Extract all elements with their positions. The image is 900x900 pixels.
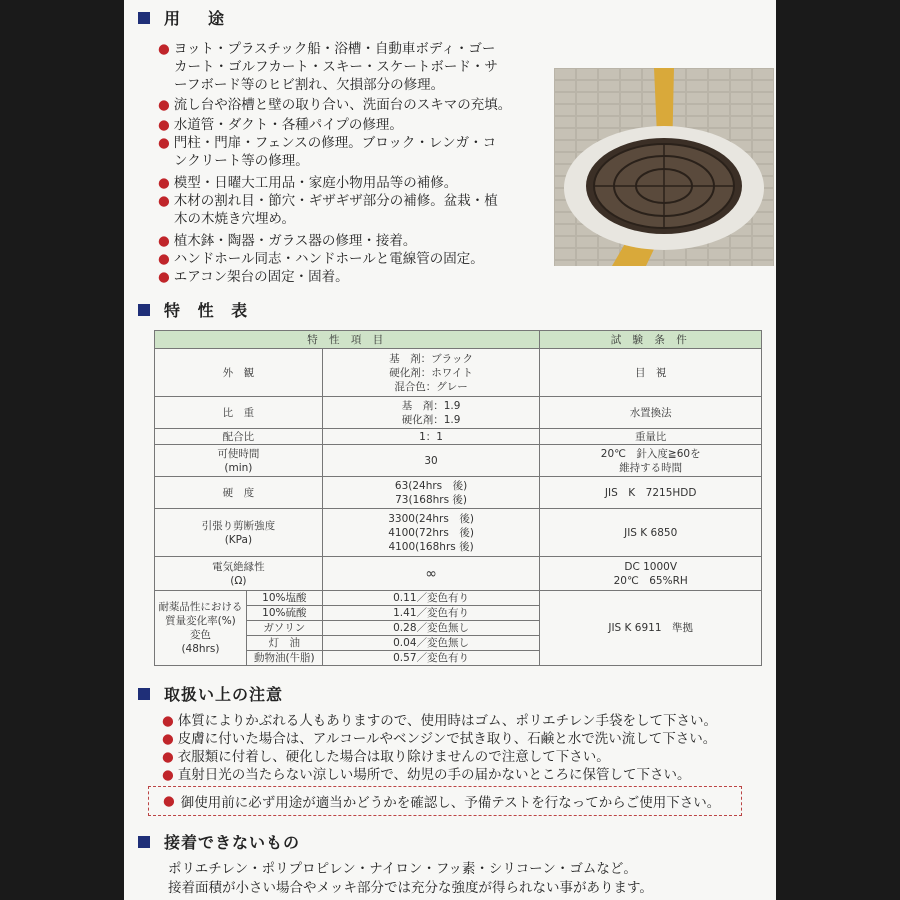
caution-heading: 取扱い上の注意: [138, 682, 283, 705]
usage-item-8: ● ハンドホール同志・ハンドホールと電線管の固定。: [158, 251, 484, 267]
row-condition: 重量比: [540, 429, 762, 445]
list-item: ● 衣服類に付着し、硬化した場合は取り除けませんので注意して下さい。: [162, 749, 610, 765]
bullet-icon: ●: [158, 269, 170, 285]
row-label: 配合比: [155, 429, 323, 445]
table-row: [155, 557, 762, 591]
bullet-icon: ●: [162, 767, 174, 783]
chem-value: 0.04／変色無し: [322, 636, 540, 651]
header-item: 特 性 項 目: [155, 331, 540, 349]
chem-name: 灯 油: [246, 636, 322, 651]
usage-item-1: ● ヨット・プラスチック船・浴槽・自動車ボディ・ゴー カート・ゴルフカート・スキー・スケートボード・サ ーフボード等のヒビ割れ、欠損部分の修理。: [158, 41, 498, 93]
row-condition: JIS K 6850: [540, 509, 762, 557]
row-condition: 20℃ 針入度≧60を 維持する時間: [540, 445, 762, 477]
bullet-icon: ●: [163, 793, 175, 809]
list-item: ● 皮膚に付いた場合は、アルコールやベンジンで拭き取り、石鹸と水で洗い流して下さい。: [162, 731, 717, 747]
notice-text: 御使用前に必ず用途が適当かどうかを確認し、予備テストを行なってからご使用下さい。: [180, 795, 721, 811]
row-label: 引張り剪断強度 (KPa): [155, 509, 323, 557]
chem-value: 0.28／変色無し: [322, 621, 540, 636]
bullet-icon: ●: [158, 193, 170, 209]
row-value: 3300(24hrs 後) 4100(72hrs 後) 4100(168hrs 後): [322, 509, 540, 557]
row-condition: DC 1000V 20℃ 65%RH: [540, 557, 762, 591]
spec-table: [154, 330, 762, 666]
list-item: ● 体質によりかぶれる人もありますので、使用時はゴム、ポリエチレン手袋をして下さい。: [162, 713, 718, 729]
bullet-icon: ●: [162, 749, 174, 765]
list-item: ● 直射日光の当たらない涼しい場所で、幼児の手の届かないところに保管して下さい。: [162, 767, 691, 783]
usage-item-3: ● 水道管・ダクト・各種パイプの修理。: [158, 117, 403, 133]
row-label: 可使時間 (min): [155, 445, 323, 477]
bullet-icon: ●: [158, 117, 170, 133]
usage-item-7: ● 植木鉢・陶器・ガラス器の修理・接着。: [158, 233, 417, 249]
bullet-icon: ●: [162, 731, 174, 747]
caution-list: [162, 712, 717, 784]
row-value: 63(24hrs 後) 73(168hrs 後): [322, 477, 540, 509]
heading-square-icon: [138, 688, 150, 700]
usage-item-9: ● エアコン架台の固定・固着。: [158, 269, 349, 285]
table-header-row: [155, 331, 762, 349]
usage-item-2: ● 流し台や浴槽と壁の取り合い、洗面台のスキマの充填。: [158, 97, 512, 113]
bullet-icon: ●: [158, 233, 170, 249]
usage-heading: 用 途: [138, 6, 230, 29]
spec-heading: 特 性 表: [138, 298, 253, 321]
table-row: [155, 397, 762, 429]
usage-item-5: ● 模型・日曜大工用品・家庭小物用品等の補修。: [158, 175, 458, 191]
nonbond-heading: 接着できないもの: [138, 830, 300, 853]
chem-name: 10%硫酸: [246, 606, 322, 621]
chem-value: 0.11／変色有り: [322, 591, 540, 606]
row-label: 比 重: [155, 397, 323, 429]
bullet-icon: ●: [158, 251, 170, 267]
manhole-photo: [554, 68, 774, 266]
nonbond-text: ポリエチレン・ポリプロピレン・ナイロン・フッ素・シリコーン・ゴムなど。 接着面積が小さい場合やメッキ部分では充分な強度が得られない事があります。: [168, 861, 653, 896]
document-page: [124, 0, 776, 900]
chem-value: 1.41／変色有り: [322, 606, 540, 621]
row-label: 硬 度: [155, 477, 323, 509]
bullet-icon: ●: [158, 135, 170, 151]
table-row: [155, 591, 762, 606]
heading-square-icon: [138, 836, 150, 848]
heading-square-icon: [138, 304, 150, 316]
chem-name: 動物油(牛脂): [246, 651, 322, 666]
row-value: ∞: [322, 557, 540, 591]
table-row: [155, 429, 762, 445]
bullet-icon: ●: [158, 97, 170, 113]
chem-condition: JIS K 6911 準拠: [540, 591, 762, 666]
row-value: 1：1: [322, 429, 540, 445]
chem-name: 10%塩酸: [246, 591, 322, 606]
header-condition: 試 験 条 件: [540, 331, 762, 349]
usage-item-4: ● 門柱・門扉・フェンスの修理。ブロック・レンガ・コ ンクリート等の修理。: [158, 135, 497, 169]
notice-box: [148, 786, 742, 816]
table-row: [155, 349, 762, 397]
bullet-icon: ●: [158, 175, 170, 191]
heading-square-icon: [138, 12, 150, 24]
table-row: [155, 477, 762, 509]
chem-value: 0.57／変色有り: [322, 651, 540, 666]
bullet-icon: ●: [162, 713, 174, 729]
row-label: 電気絶縁性 (Ω): [155, 557, 323, 591]
chem-name: ガソリン: [246, 621, 322, 636]
usage-item-6: ● 木材の割れ目・節穴・ギザギザ部分の補修。盆栽・植 木の木焼き穴埋め。: [158, 193, 498, 227]
bullet-icon: ●: [158, 41, 170, 57]
row-condition: 目 視: [540, 349, 762, 397]
row-condition: 水置換法: [540, 397, 762, 429]
table-row: [155, 509, 762, 557]
row-label: 外 観: [155, 349, 323, 397]
row-condition: JIS K 7215HDD: [540, 477, 762, 509]
row-value: 30: [322, 445, 540, 477]
table-row: [155, 445, 762, 477]
row-value: 基 剤：ブラック 硬化剤：ホワイト 混合色：グレー: [322, 349, 540, 397]
row-value: 基 剤：1.9 硬化剤：1.9: [322, 397, 540, 429]
chem-label: 耐薬品性における 質量変化率(%) 変色 (48hrs): [155, 591, 247, 666]
